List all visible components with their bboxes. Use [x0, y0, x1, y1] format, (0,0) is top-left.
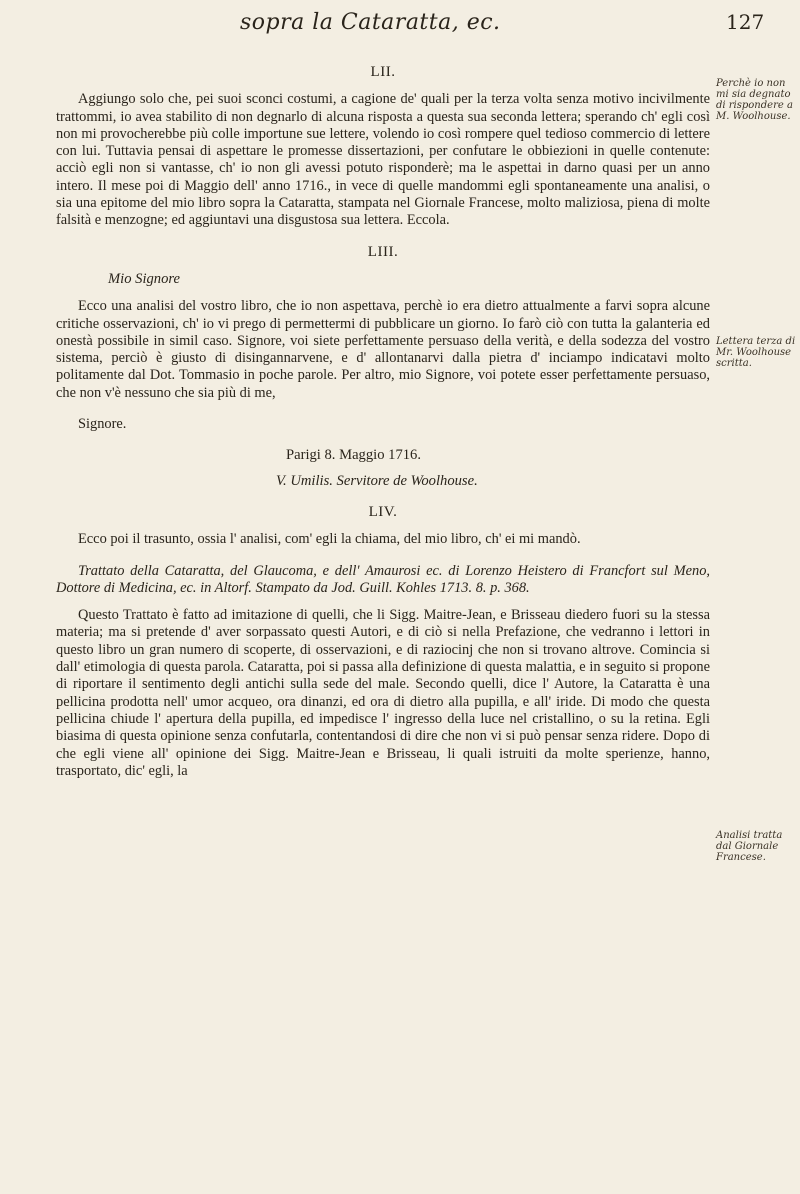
section-number-liii: LIII.: [367, 243, 399, 260]
main-text-column: [56, 50, 710, 780]
book-citation: Trattato della Cataratta, del Glaucoma, e dell' Amaurosi ec. di Lorenzo Heistero di Francfort sul Meno, Dottore di Medicina, ec. in Altorf. Stampato da Jod. Guill. Kohles 1713. 8. p. 368.: [56, 562, 710, 596]
page-number: 127: [726, 10, 765, 34]
running-head: sopra la Cataratta, ec.: [240, 10, 501, 35]
letter-place-date: Parigi 8. Maggio 1716.: [286, 447, 421, 464]
letter-body: Ecco una analisi del vostro libro, che io non aspettava, perchè io era dietro attualmente a farvi sopra alcune critiche osservazioni, ch' io vi prego di permettermi di pubblicare un giorno. Io farò ciò con tutta la galanteria ed onestà possibile in simil caso. Signore, voi siete perfettamente persuaso della verità, e della sodezza del vostro sistema, perciò è giusto di disingannarvene, e d' allontanarvi dalla pietra d' inciampo indicatavi molto politamente dal Dot. Tommasio in poche parole. Per altro, mio Signore, voi potete esser perfettamente persuaso, che non v'è nessuno che sia più di me,: [56, 298, 710, 401]
margin-note-liv: Analisi tratta dal Giornale Francese.: [716, 830, 783, 863]
margin-note-liii: Lettera terza di Mr. Woolhouse scritta.: [716, 336, 796, 369]
section-number-lii: LII.: [370, 64, 396, 80]
section-liv-paragraph: Questo Trattato è fatto ad imitazione di quelli, che li Sigg. Maitre-Jean, e Brisseau diedero fuori su la stessa materia; ma si pretende d' aver sorpassato questi Autori, e di ciò si nella Prefazione, che vedranno i lettori in questo libro un gran numero di scoperte, di osservazioni, e di raziocinj che non si trovano altrove. Comincia si dall' etimologia di questa parola. Cataratta, poi si passa alla definizione di questa malattia, e in seguito si propone di riportare il sentimento degli antichi sulla sede del male. Secondo quelli, dice l' Autore, la Cataratta è una pellicina prodotta nell' umor acqueo, ora dinanzi, ed ora di dietro alla pupilla, e all' iride. Di modo che questa pellicina chiude l' apertura della pupilla, ed impedisce l' ingresso della luce nel cristallino, o su la retina. Egli biasima di questa opinione senza confutarla, contentandosi di dire che non vi si può pensar senza ridere. Dopo di che egli viene all' opinione dei Sigg. Maitre-Jean e Brisseau, li quali istruiti da molte sperienze, hanno, trasportato, dic' egli, la: [56, 607, 710, 779]
letter-salutation: Mio Signore: [108, 270, 181, 287]
page-header: [0, 8, 800, 48]
section-lii-paragraph: Aggiungo solo che, pei suoi sconci costumi, a cagione de' quali per la terza volta senza motivo incivilmente trattommi, io avea stabilito di non degnarlo di alcuna risposta a questa sua seconda lettera; sperando ch' egli così non mi provocherebbe più colle importune sue lettere, volendo io così rompere quel tedioso commercio di lettere con lui. Tuttavia pensai di aspettare le promesse dissertazioni, per confutare le obbiezioni in quelle contenute: acciò egli non si vantasse, ch' io non gli avessi potuto risponderè; ma le aspettai in darno quasi per un anno intero. Il mese poi di Maggio dell' anno 1716., in vece di quelle mandommi egli spontaneamente una analisi, o sia una epitome del mio libro sopra la Cataratta, stampata nel Giornale Francese, molto maliziosa, piena di molte falsità e menzogne; ed aggiuntavi una disgustosa sua lettera. Eccola.: [56, 91, 710, 229]
letter-closing: Signore.: [78, 416, 127, 433]
section-liv-intro: Ecco poi il trasunto, ossia l' analisi, com' egli la chiama, del mio libro, ch' ei mi mandò.: [78, 531, 581, 548]
margin-note-lii: Perchè io non mi sia degnato di rispondere a M. Woolhouse.: [716, 78, 793, 122]
letter-signature: V. Umilis. Servitore de Woolhouse.: [276, 472, 478, 489]
section-number-liv: LIV.: [368, 503, 398, 520]
